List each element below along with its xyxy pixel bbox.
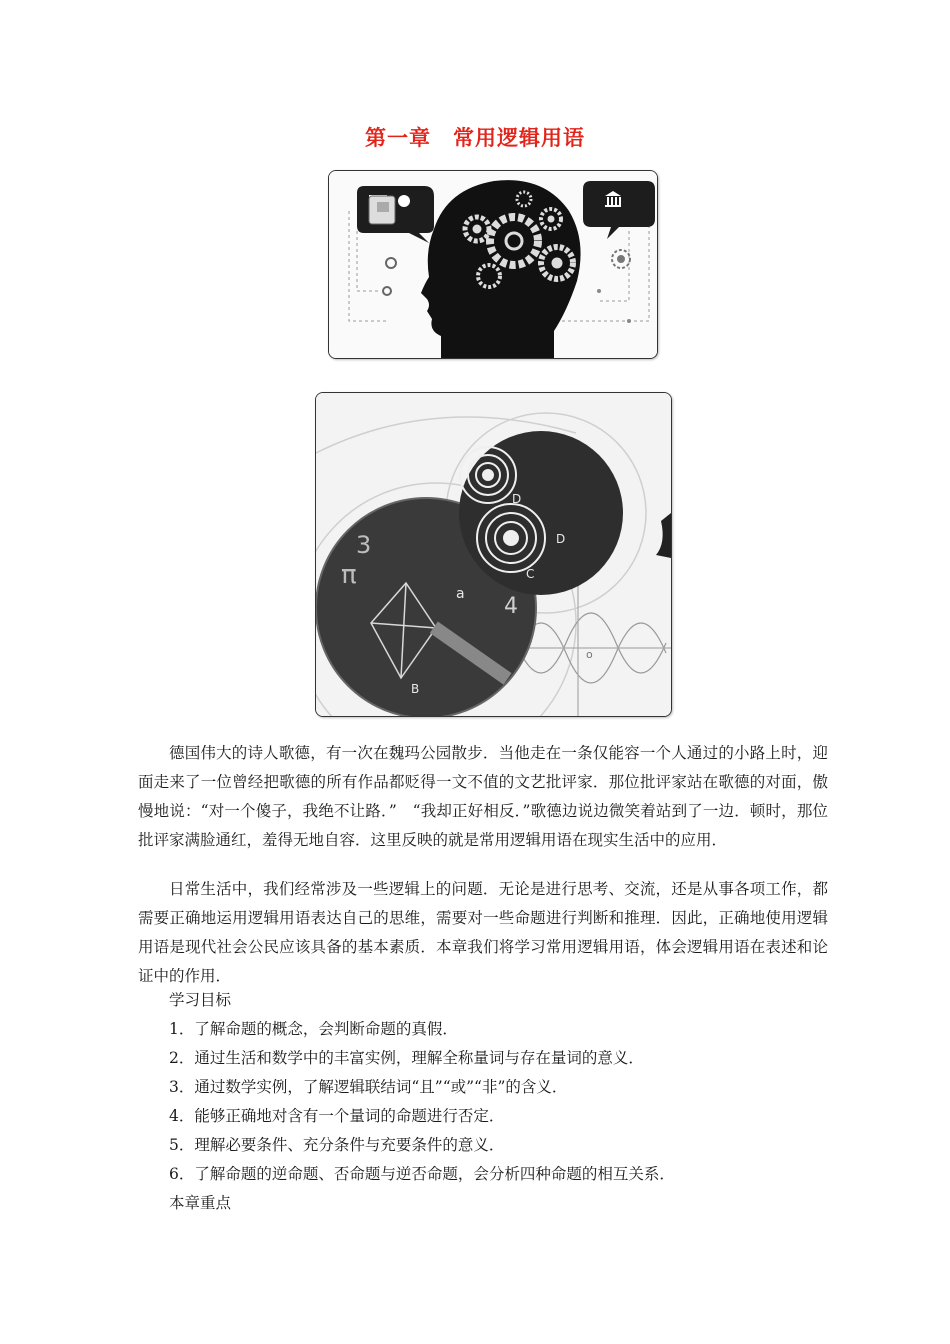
collage-digit-4: 4 [504, 594, 518, 619]
key-points-heading: 本章重点 [169, 1194, 232, 1212]
collage-letter-o: o [586, 648, 593, 661]
objectives-heading: 学习目标 [169, 991, 232, 1009]
collage-letter-d-top: D [512, 492, 522, 506]
objective-item-4: 4．能够正确地对含有一个量词的命题进行否定． [169, 1107, 505, 1125]
head-gears-illustration [328, 170, 658, 359]
collage-letter-b: B [411, 682, 420, 696]
paragraph-goethe-story: 德国伟大的诗人歌德，有一次在魏玛公园散步．当他走在一条仅能容一个人通过的小路上时，迎面走来了一位曾经把歌德的所有作品都贬得一文不值的文艺批评家．那位批评家站在歌德的对面，傲慢地说：“对一个傻子，我绝不让路．” “我却正好相反．”歌德边说边微笑着站到了一边．顿时，那位批评家满脸通红，羞得无地自容．这里反映的就是常用逻辑用语在现实生活中的应用． [138, 744, 828, 849]
collage-digit-3: 3 [356, 531, 372, 559]
objective-item-6: 6．了解命题的逆命题、否命题与逆否命题，会分析四种命题的相互关系． [169, 1165, 675, 1183]
chapter-title: 第一章 常用逻辑用语 [365, 126, 585, 150]
collage-letter-a: a [456, 586, 465, 602]
objective-item-3: 3．通过数学实例，了解逻辑联结词“且”“或”“非”的含义． [169, 1078, 568, 1096]
objective-item-2: 2．通过生活和数学中的丰富实例，理解全称量词与存在量词的意义． [169, 1049, 644, 1067]
objective-item-1: 1．了解命题的概念，会判断命题的真假． [169, 1020, 458, 1038]
collage-letter-pi: π [341, 560, 357, 590]
collage-letter-c: C [526, 567, 535, 581]
math-collage-illustration [315, 392, 672, 717]
paragraph-daily-logic: 日常生活中，我们经常涉及一些逻辑上的问题．无论是进行思考、交流，还是从事各项工作，都需要正确地运用逻辑用语表达自己的思维，需要对一些命题进行判断和推理．因此，正确地使用逻辑用语是现代社会公民应该具备的基本素质．本章我们将学习常用逻辑用语，体会逻辑用语在表述和论证中的作用． [138, 880, 828, 985]
collage-letter-d-bottom: D [556, 532, 566, 546]
objective-item-5: 5．理解必要条件、充分条件与充要条件的意义． [169, 1136, 505, 1154]
